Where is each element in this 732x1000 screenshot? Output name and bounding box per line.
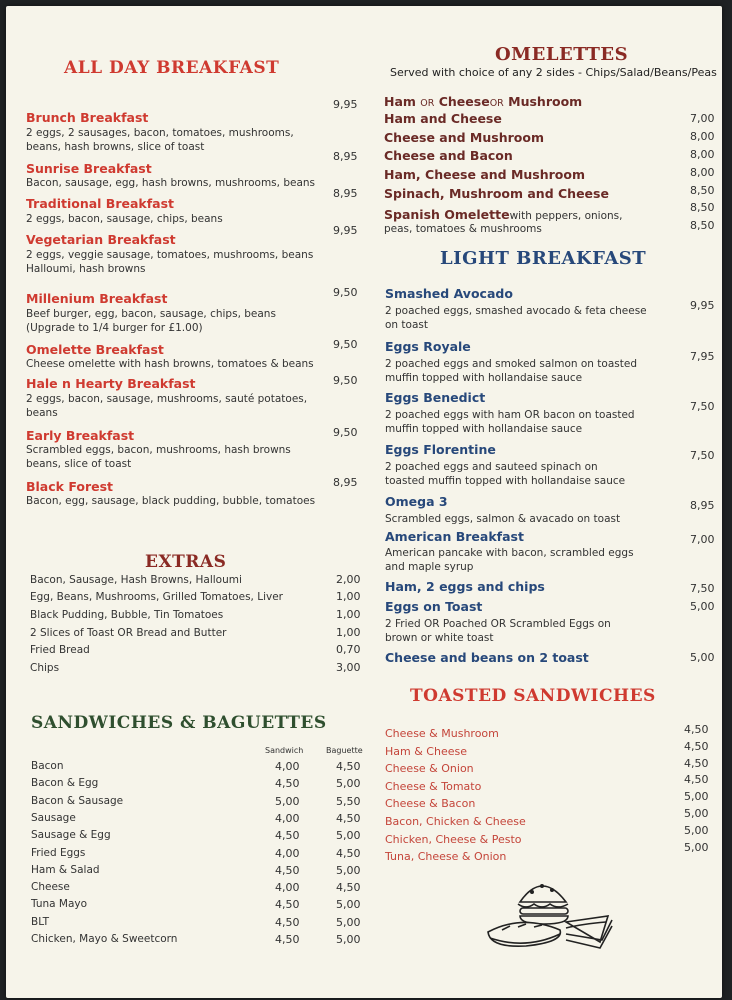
menu-item-price: 9,95	[333, 98, 358, 111]
menu-item-desc: 2 Fried OR Poached OR Scrambled Eggs on brown or white toast	[385, 618, 611, 644]
extra-price: 1,00	[336, 590, 361, 603]
toasted-price: 5,00	[684, 824, 709, 837]
extra-item: Fried Bread	[30, 644, 90, 656]
menu-item-desc: Beef burger, egg, bacon, sausage, chips, beans (Upgrade to 1/4 burger for £1.00)	[26, 308, 276, 334]
extra-price: 1,00	[336, 608, 361, 621]
menu-item-name: Brunch Breakfast	[26, 110, 149, 125]
omelette-option: Mushroom	[508, 94, 583, 109]
sandwich-price: 4,00	[275, 812, 300, 825]
menu-item-price: 9,95	[690, 299, 715, 312]
omelette-desc: peas, tomatoes & mushrooms	[384, 223, 542, 235]
extra-price: 0,70	[336, 643, 361, 656]
menu-item-name: Omelette Breakfast	[26, 342, 164, 357]
toasted-item-name: Bacon, Chicken & Cheese	[385, 815, 526, 828]
omelette-item: Ham, Cheese and Mushroom	[384, 167, 585, 182]
baguette-price: 5,00	[336, 898, 361, 911]
omelette-price: 7,00	[690, 112, 715, 125]
toasted-price: 5,00	[684, 790, 709, 803]
menu-item-desc: 2 eggs, 2 sausages, bacon, tomatoes, mushrooms, beans, hash browns, slice of toast	[26, 127, 294, 153]
menu-item-desc: 2 eggs, veggie sausage, tomatoes, mushrooms, beans Halloumi, hash browns	[26, 249, 314, 275]
menu-item-price: 9,50	[333, 374, 358, 387]
sandwich-price: 4,50	[275, 864, 300, 877]
menu-item-name: Eggs on Toast	[385, 599, 483, 614]
baguette-price: 4,50	[336, 760, 361, 773]
extra-item: 2 Slices of Toast OR Bread and Butter	[30, 627, 227, 639]
sandwich-price: 4,50	[275, 829, 300, 842]
extra-item: Egg, Beans, Mushrooms, Grilled Tomatoes, Liver	[30, 591, 283, 603]
menu-item-desc: 2 eggs, bacon, sausage, chips, beans	[26, 213, 223, 225]
menu-item-name: Hale n Hearty Breakfast	[26, 376, 196, 391]
omelettes-subtitle: Served with choice of any 2 sides - Chips/Salad/Beans/Peas	[390, 66, 717, 79]
sandwich-price: 4,50	[275, 777, 300, 790]
omelette-option: Cheese	[438, 94, 490, 109]
sandwich-item-name: Fried Eggs	[31, 847, 86, 859]
menu-item-desc: Bacon, egg, sausage, black pudding, bubble, tomatoes	[26, 495, 316, 507]
menu-item-desc: 2 eggs, bacon, sausage, mushrooms, sauté potatoes, beans	[26, 393, 308, 419]
menu-item-price: 8,95	[333, 150, 358, 163]
sandwich-item-name: Chicken, Mayo & Sweetcorn	[31, 933, 178, 945]
menu-item-desc: Cheese omelette with hash browns, tomatoes & beans	[26, 358, 314, 370]
omelette-item: Spanish Omelette	[384, 207, 510, 222]
menu-item-name: Millenium Breakfast	[26, 291, 168, 306]
sandwich-price: 4,00	[275, 881, 300, 894]
toasted-item-name: Cheese & Bacon	[385, 797, 476, 810]
toasted-price: 4,50	[684, 773, 709, 786]
omelette-price: 8,50	[690, 219, 715, 232]
baguette-price: 5,00	[336, 916, 361, 929]
extra-item: Chips	[30, 662, 60, 674]
sandwich-price: 4,50	[275, 916, 300, 929]
sandwich-price: 4,50	[275, 898, 300, 911]
menu-item-price: 7,95	[690, 350, 715, 363]
burger-and-sandwich-icon	[482, 872, 622, 966]
menu-item-price: 8,95	[333, 476, 358, 489]
baguette-price: 5,00	[336, 864, 361, 877]
baguette-price: 5,00	[336, 777, 361, 790]
menu-item-price: 8,95	[333, 187, 358, 200]
sandwich-item-name: Cheese	[31, 881, 70, 893]
baguette-price: 4,50	[336, 881, 361, 894]
baguette-price: 5,00	[336, 829, 361, 842]
extra-price: 3,00	[336, 661, 361, 674]
sandwich-item-name: Tuna Mayo	[31, 898, 88, 910]
menu-item-price: 5,00	[690, 651, 715, 664]
toasted-item-name: Tuna, Cheese & Onion	[385, 850, 507, 863]
toasted-price: 5,00	[684, 841, 709, 854]
baguette-price: 5,00	[336, 933, 361, 946]
omelette-price: 8,00	[690, 130, 715, 143]
menu-item-price: 7,00	[690, 533, 715, 546]
menu-item-name: Eggs Benedict	[385, 390, 486, 405]
sandwich-item-name: Sausage & Egg	[31, 829, 111, 841]
sandwich-item-name: Bacon & Egg	[31, 777, 99, 789]
omelettes-heading: OMELETTES	[495, 44, 629, 65]
sandwich-item-name: Bacon & Sausage	[31, 795, 124, 807]
sandwich-price: 4,00	[275, 847, 300, 860]
menu-item-desc: Bacon, sausage, egg, hash browns, mushrooms, beans	[26, 177, 316, 189]
toasted-price: 4,50	[684, 740, 709, 753]
sandwich-price: 5,00	[275, 795, 300, 808]
omelette-price: 8,00	[690, 148, 715, 161]
menu-item-name: Omega 3	[385, 494, 448, 509]
toasted-price: 4,50	[684, 723, 709, 736]
omelette-first-line	[384, 94, 582, 109]
menu-item-desc: Scrambled eggs, bacon, mushrooms, hash browns beans, slice of toast	[26, 444, 291, 470]
menu-item-name: Traditional Breakfast	[26, 196, 175, 211]
baguette-price: 4,50	[336, 847, 361, 860]
menu-item-name: Ham, 2 eggs and chips	[385, 579, 545, 594]
sandwich-price: 4,00	[275, 760, 300, 773]
extra-price: 2,00	[336, 573, 361, 586]
menu-item-desc: 2 poached eggs with ham OR bacon on toasted muffin topped with hollandaise sauce	[385, 409, 635, 435]
menu-item-desc: Scrambled eggs, salmon & avacado on toast	[385, 513, 621, 525]
sandwich-item-name: Sausage	[31, 812, 76, 824]
menu-item-price: 9,50	[333, 286, 358, 299]
menu-item-name: Vegetarian Breakfast	[26, 232, 176, 247]
extra-item: Bacon, Sausage, Hash Browns, Halloumi	[30, 574, 242, 586]
menu-item-price: 9,50	[333, 426, 358, 439]
omelette-price: 8,00	[690, 166, 715, 179]
or-separator: OR	[420, 98, 435, 109]
menu-item-desc: 2 poached eggs, smashed avocado & feta cheese on toast	[385, 305, 647, 331]
menu-item-price: 7,50	[690, 449, 715, 462]
omelette-item: Cheese and Mushroom	[384, 130, 544, 145]
baguette-price: 5,50	[336, 795, 361, 808]
extra-price: 1,00	[336, 626, 361, 639]
toasted-sandwiches-heading: TOASTED SANDWICHES	[410, 686, 656, 706]
menu-item-price: 9,95	[333, 224, 358, 237]
or-separator: OR	[489, 98, 504, 109]
omelette-item: Ham and Cheese	[384, 111, 502, 126]
omelette-price: 8,50	[690, 201, 715, 214]
omelette-price: 8,50	[690, 184, 715, 197]
toasted-item-name: Chicken, Cheese & Pesto	[385, 833, 522, 846]
sandwich-column-header: Sandwich	[265, 746, 304, 755]
omelette-option: Ham	[384, 94, 416, 109]
toasted-item-name: Ham & Cheese	[385, 745, 467, 758]
sandwich-price: 4,50	[275, 933, 300, 946]
menu-item-price: 8,95	[690, 499, 715, 512]
baguette-column-header: Baguette	[326, 746, 363, 755]
sandwich-item-name: BLT	[31, 916, 50, 928]
menu-item-name: Smashed Avocado	[385, 286, 513, 301]
toasted-item-name: Cheese & Tomato	[385, 780, 482, 793]
sandwiches-heading: SANDWICHES & BAGUETTES	[31, 713, 327, 733]
menu-item-price: 7,50	[690, 400, 715, 413]
omelette-desc: with peppers, onions,	[509, 210, 623, 222]
toasted-price: 4,50	[684, 757, 709, 770]
all-day-breakfast-heading: ALL DAY BREAKFAST	[64, 58, 280, 78]
omelette-item: Spinach, Mushroom and Cheese	[384, 186, 609, 201]
spanish-omelette	[384, 204, 622, 223]
sandwich-item-name: Bacon	[31, 760, 64, 772]
light-breakfast-heading: LIGHT BREAKFAST	[440, 248, 647, 269]
baguette-price: 4,50	[336, 812, 361, 825]
menu-item-name: Sunrise Breakfast	[26, 161, 152, 176]
toasted-item-name: Cheese & Onion	[385, 762, 474, 775]
sandwich-item-name: Ham & Salad	[31, 864, 100, 876]
extra-item: Black Pudding, Bubble, Tin Tomatoes	[30, 609, 224, 621]
menu-item-name: Eggs Florentine	[385, 442, 496, 457]
menu-item-desc: 2 poached eggs and smoked salmon on toasted muffin topped with hollandaise sauce	[385, 358, 637, 384]
menu-item-desc: 2 poached eggs and sauteed spinach on toasted muffin topped with hollandaise sauce	[385, 461, 626, 487]
omelette-item: Cheese and Bacon	[384, 148, 513, 163]
menu-item-name: American Breakfast	[385, 529, 524, 544]
toasted-price: 5,00	[684, 807, 709, 820]
menu-item-desc: American pancake with bacon, scrambled eggs and maple syrup	[385, 547, 634, 573]
menu-item-name: Early Breakfast	[26, 428, 135, 443]
toasted-item-name: Cheese & Mushroom	[385, 727, 499, 740]
menu-item-price: 5,00	[690, 600, 715, 613]
menu-item-name: Black Forest	[26, 479, 113, 494]
extras-heading: EXTRAS	[145, 552, 227, 572]
menu-item-name: Cheese and beans on 2 toast	[385, 650, 589, 665]
menu-item-price: 7,50	[690, 582, 715, 595]
menu-item-price: 9,50	[333, 338, 358, 351]
menu-item-name: Eggs Royale	[385, 339, 471, 354]
